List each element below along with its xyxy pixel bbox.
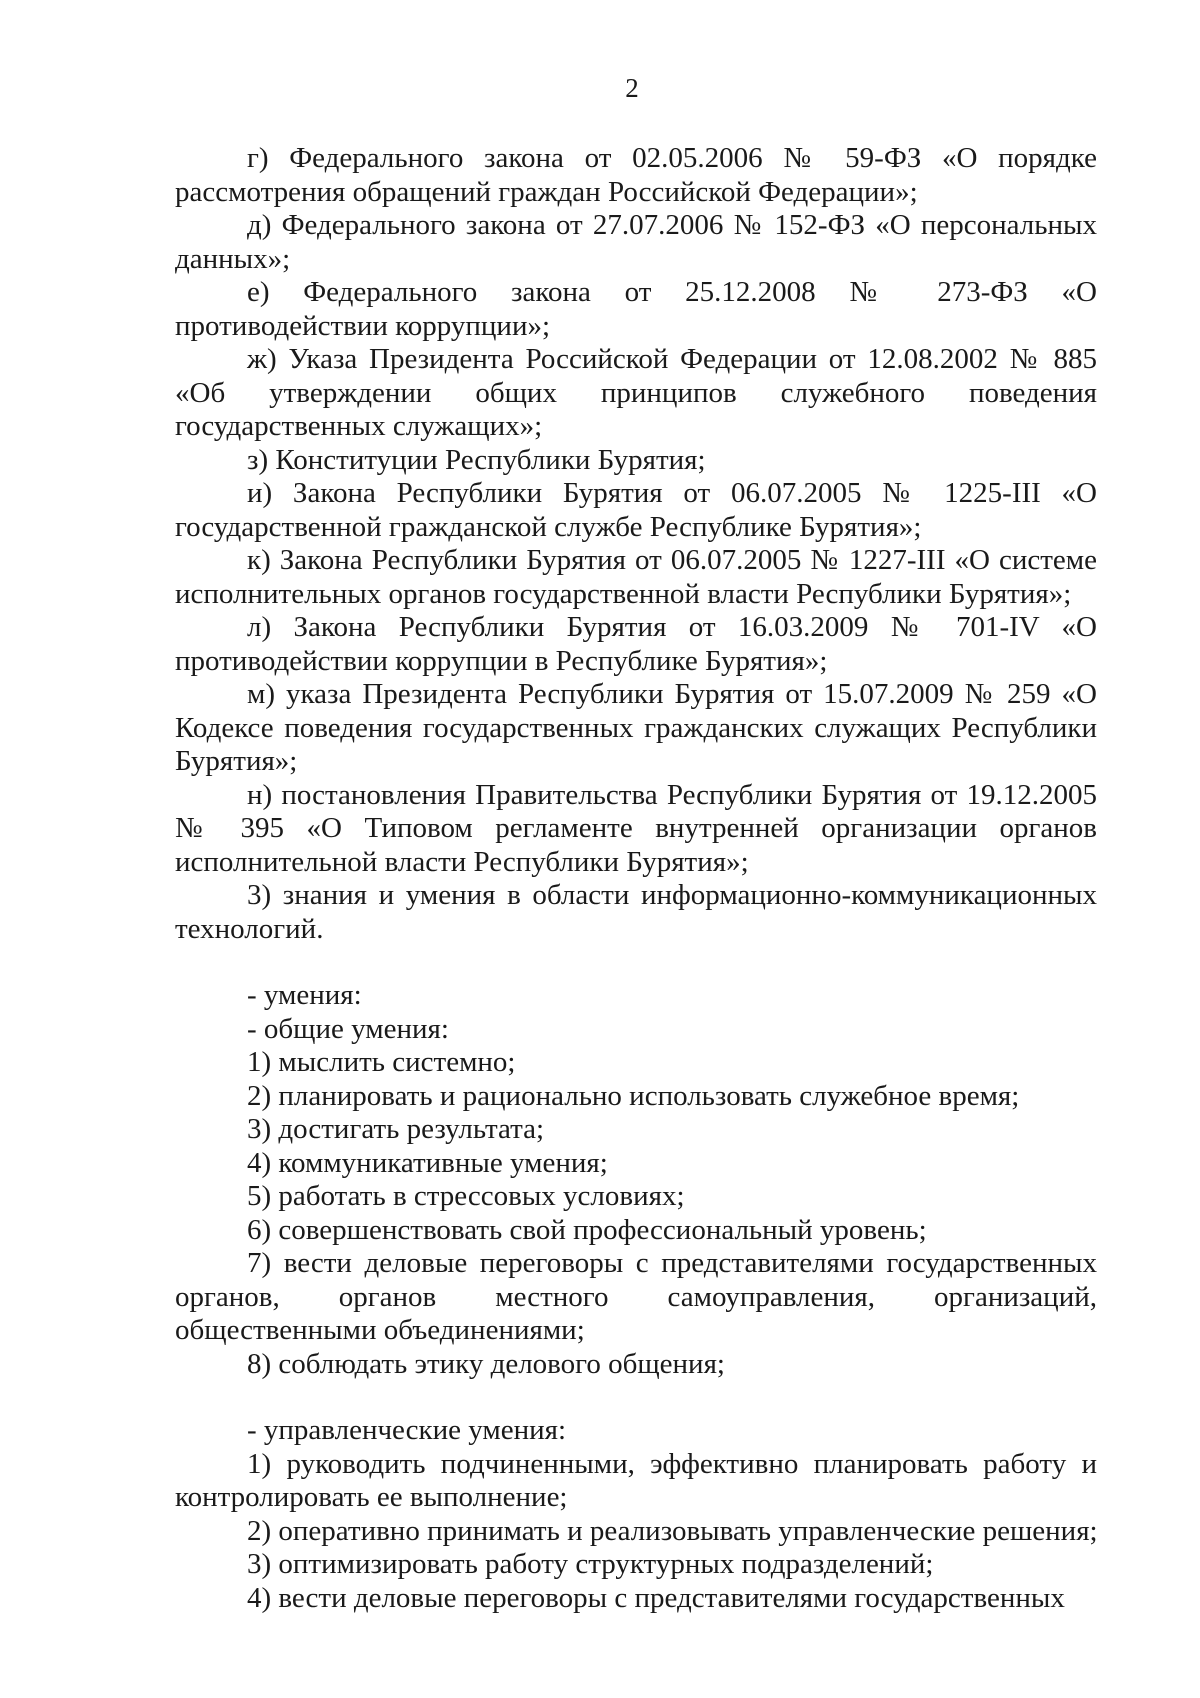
legal-act-k: к) Закона Республики Бурятия от 06.07.2005 № 1227-III «О системе исполнительных органов государственной власти Республики Бурятия»; xyxy=(175,544,1097,610)
legal-act-g: г) Федерального закона от 02.05.2006 № 59-ФЗ «О порядке рассмотрения обращений граждан Российской Федерации»; xyxy=(175,142,1097,208)
general-skill-item: 4) коммуникативные умения; xyxy=(247,1146,608,1179)
skills-heading: - умения: xyxy=(247,979,362,1011)
legal-act-zh: ж) Указа Президента Российской Федерации от 12.08.2002 № 885 «Об утверждении общих принципов служебного поведения государственных служащих»; xyxy=(175,343,1097,442)
ict-knowledge-item: 3) знания и умения в области информационно-коммуникационных технологий. xyxy=(175,879,1097,945)
document-body xyxy=(175,142,1097,1615)
legal-act-m: м) указа Президента Республики Бурятия от 15.07.2009 № 259 «О Кодексе поведения государственных гражданских служащих Республики Бурятия»; xyxy=(175,678,1097,777)
legal-act-n: н) постановления Правительства Республики Бурятия от 19.12.2005 № 395 «О Типовом регламенте внутренней организации органов исполнительной власти Республики Бурятия»; xyxy=(175,778,1097,878)
legal-act-e: е) Федерального закона от 25.12.2008 № 273-ФЗ «О противодействии коррупции»; xyxy=(175,276,1097,342)
management-skill-item: 3) оптимизировать работу структурных подразделений; xyxy=(247,1548,934,1580)
general-skill-item: 2) планировать и рационально использовать служебное время; xyxy=(247,1079,1020,1112)
general-skills-heading: - общие умения: xyxy=(247,1012,449,1045)
legal-act-l: л) Закона Республики Бурятия от 16.03.2009 № 701-IV «О противодействии коррупции в Республике Бурятия»; xyxy=(175,611,1097,677)
page-number: 2 xyxy=(625,73,639,103)
management-skill-item: 1) руководить подчиненными, эффективно планировать работу и контролировать ее выполнение; xyxy=(175,1447,1097,1513)
legal-act-z: з) Конституции Республики Бурятия; xyxy=(247,443,706,476)
general-skill-item: 6) совершенствовать свой профессиональный уровень; xyxy=(247,1213,927,1246)
management-skill-item: 4) вести деловые переговоры с представителями государственных xyxy=(247,1581,1065,1614)
section-gap xyxy=(175,946,1097,979)
general-skill-item: 8) соблюдать этику делового общения; xyxy=(247,1347,725,1380)
management-skills-heading: - управленческие умения: xyxy=(247,1414,567,1446)
general-skill-item: 3) достигать результата; xyxy=(247,1113,545,1145)
general-skill-item: 7) вести деловые переговоры с представителями государственных органов, органов местного самоуправления, организаций, общественными объединениями; xyxy=(175,1247,1097,1346)
general-skill-item: 1) мыслить системно; xyxy=(247,1046,516,1078)
legal-act-i: и) Закона Республики Бурятия от 06.07.2005 № 1225-III «О государственной гражданской службе Республике Бурятия»; xyxy=(175,477,1097,543)
section-gap xyxy=(175,1381,1097,1414)
legal-act-d: д) Федерального закона от 27.07.2006 № 152-ФЗ «О персональных данных»; xyxy=(175,209,1097,275)
management-skill-item: 2) оперативно принимать и реализовывать управленческие решения; xyxy=(247,1514,1098,1547)
general-skill-item: 5) работать в стрессовых условиях; xyxy=(247,1180,685,1212)
